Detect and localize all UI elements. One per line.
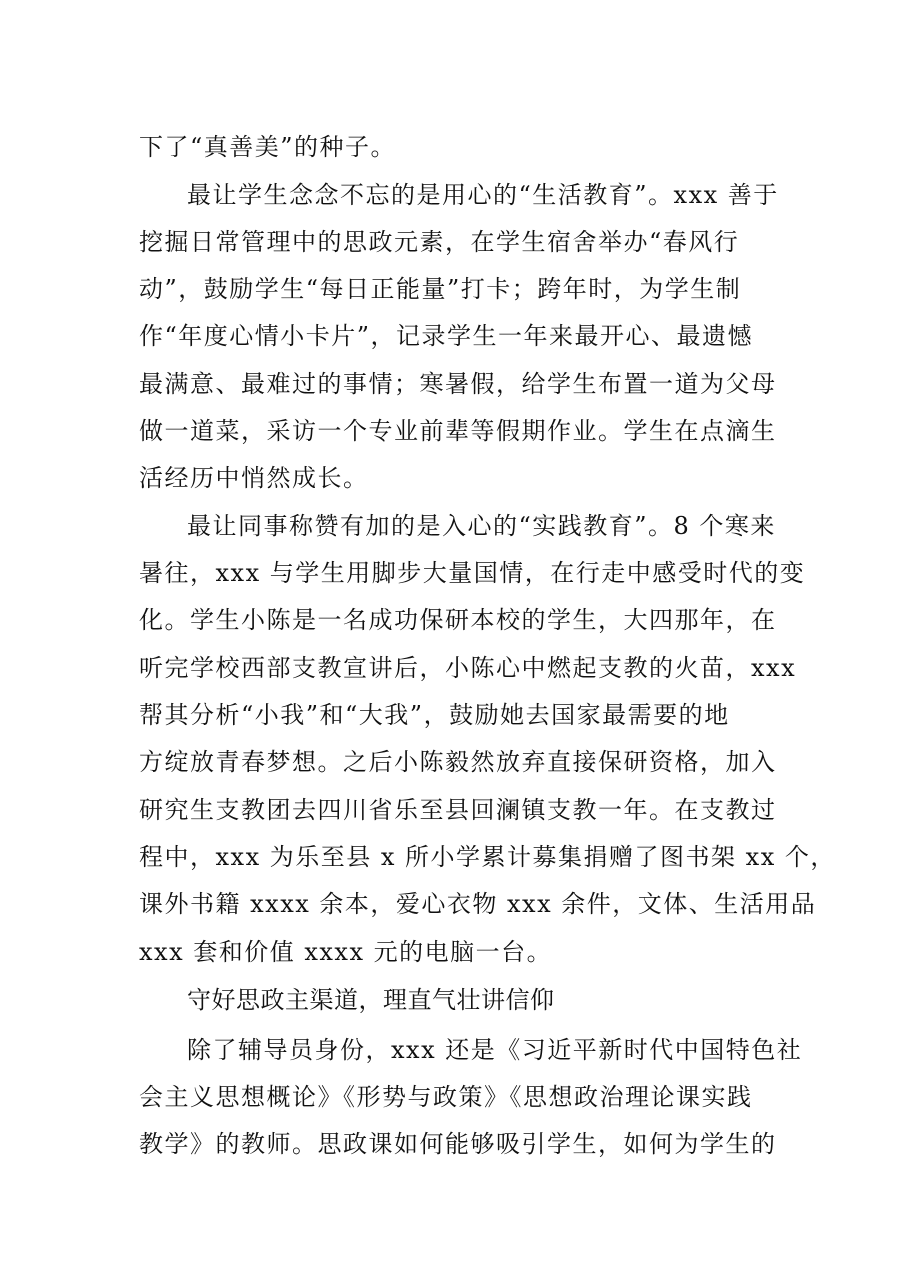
text-line: xxx 套和价值 xxxx 元的电脑一台。 (139, 938, 553, 966)
text-line: 方绽放青春梦想。之后小陈毅然放弃直接保研资格，加入 (139, 748, 777, 776)
text-line: 教学》的教师。思政课如何能够吸引学生，如何为学生的 (139, 1130, 777, 1158)
paragraph-start-line: 除了辅导员身份，xxx 还是《习近平新时代中国特色社 (187, 1036, 803, 1064)
text-line: 帮其分析“小我”和“大我”，鼓励她去国家最需要的地 (139, 701, 730, 729)
text-line: 动”，鼓励学生“每日正能量”打卡；跨年时，为学生制 (139, 275, 742, 303)
paragraph-start-line: 最让学生念念不忘的是用心的“生活教育”。xxx 善于 (187, 181, 779, 209)
text-line: 挖掘日常管理中的思政元素，在学生宿舍举办“春风行 (139, 228, 740, 256)
text-line: 化。学生小陈是一名成功保研本校的学生，大四那年，在 (139, 606, 777, 634)
text-line: 下了“真善美”的种子。 (139, 133, 397, 161)
paragraph-start-line: 最让同事称赞有加的是入心的“实践教育”。8 个寒来 (187, 512, 776, 540)
text-line: 暑往，xxx 与学生用脚步大量国情，在行走中感受时代的变 (139, 559, 806, 587)
text-line: 最满意、最难过的事情；寒暑假，给学生布置一道为父母 (139, 370, 777, 398)
section-heading: 守好思政主渠道，理直气壮讲信仰 (187, 986, 555, 1014)
text-line: 程中，xxx 为乐至县 x 所小学累计募集捐赠了图书架 xx 个， (139, 843, 836, 871)
text-line: 会主义思想概论》《形势与政策》《思想政治理论课实践 (139, 1083, 753, 1111)
text-line: 听完学校西部支教宣讲后，小陈心中燃起支教的火苗，xxx (139, 654, 797, 682)
text-line: 做一道菜，采访一个专业前辈等假期作业。学生在点滴生 (139, 417, 777, 445)
text-line: 作“年度心情小卡片”，记录学生一年来最开心、最遗憾 (139, 322, 754, 350)
text-line: 课外书籍 xxxx 余本，爱心衣物 xxx 余件，文体、生活用品 (139, 890, 817, 918)
text-line: 活经历中悄然成长。 (139, 464, 369, 492)
text-line: 研究生支教团去四川省乐至县回澜镇支教一年。在支教过 (139, 796, 777, 824)
